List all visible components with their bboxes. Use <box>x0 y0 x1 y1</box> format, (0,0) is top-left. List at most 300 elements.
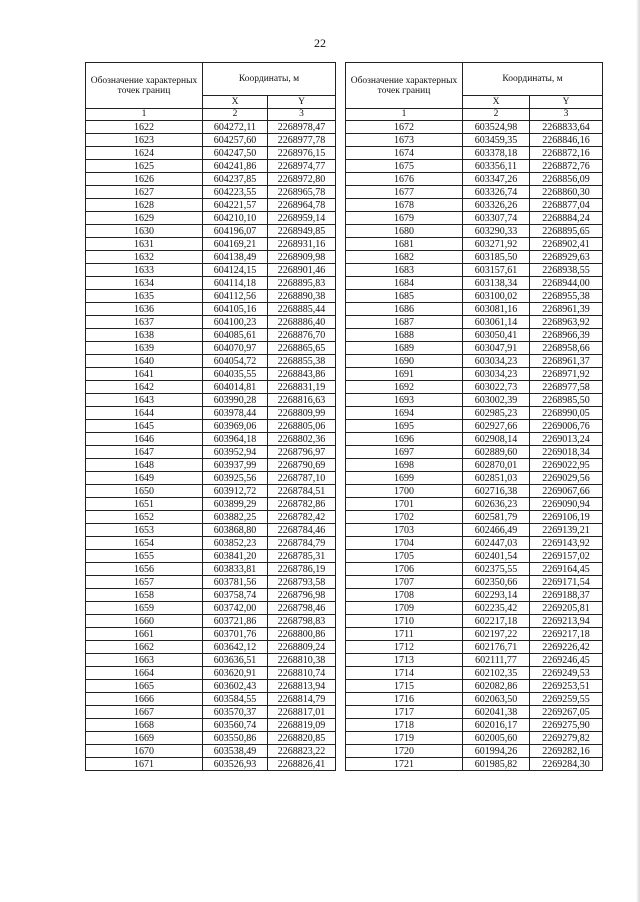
x-coordinate-cell: 602985,23 <box>463 407 530 420</box>
table-row <box>346 732 603 745</box>
coordinates-header: Координаты, м <box>203 63 336 96</box>
table-row <box>86 446 336 459</box>
point-id-cell: 1678 <box>346 199 463 212</box>
y-coordinate-cell: 2268931,16 <box>268 238 336 251</box>
x-coordinate-cell: 604138,49 <box>203 251 268 264</box>
point-id-cell: 1677 <box>346 186 463 199</box>
table-row <box>346 238 603 251</box>
point-id-cell: 1710 <box>346 615 463 628</box>
point-id-cell: 1711 <box>346 628 463 641</box>
page-number: 22 <box>314 36 326 50</box>
x-coordinate-cell: 604014,81 <box>203 381 268 394</box>
table-row <box>86 563 336 576</box>
y-coordinate-cell: 2268802,36 <box>268 433 336 446</box>
x-coordinate-cell: 603034,23 <box>463 355 530 368</box>
y-coordinate-cell: 2268782,42 <box>268 511 336 524</box>
x-coordinate-cell: 602870,01 <box>463 459 530 472</box>
y-coordinate-cell: 2269022,95 <box>530 459 603 472</box>
x-coordinate-cell: 603990,28 <box>203 394 268 407</box>
x-coordinate-cell: 603868,80 <box>203 524 268 537</box>
y-coordinate-cell: 2268805,06 <box>268 420 336 433</box>
column-number-3: 3 <box>530 109 603 121</box>
x-coordinate-cell: 602851,03 <box>463 472 530 485</box>
x-coordinate-cell: 602176,71 <box>463 641 530 654</box>
point-id-cell: 1649 <box>86 472 203 485</box>
table-row <box>86 433 336 446</box>
coordinates-table-right <box>345 62 603 771</box>
y-coordinate-cell: 2269143,92 <box>530 537 603 550</box>
y-coordinate-cell: 2268800,86 <box>268 628 336 641</box>
y-coordinate-cell: 2268809,99 <box>268 407 336 420</box>
table-row <box>86 212 336 225</box>
point-id-cell: 1697 <box>346 446 463 459</box>
table-row <box>346 537 603 550</box>
x-coordinate-cell: 604241,86 <box>203 160 268 173</box>
y-coordinate-cell: 2268955,38 <box>530 290 603 303</box>
table-row <box>86 394 336 407</box>
y-coordinate-cell: 2268872,76 <box>530 160 603 173</box>
point-id-cell: 1703 <box>346 524 463 537</box>
point-id-cell: 1691 <box>346 368 463 381</box>
table-row <box>346 368 603 381</box>
table-row <box>86 238 336 251</box>
x-coordinate-cell: 604114,18 <box>203 277 268 290</box>
point-id-cell: 1658 <box>86 589 203 602</box>
x-coordinate-cell: 603882,25 <box>203 511 268 524</box>
point-id-cell: 1641 <box>86 368 203 381</box>
y-coordinate-cell: 2268961,37 <box>530 355 603 368</box>
y-coordinate-cell: 2268798,46 <box>268 602 336 615</box>
table-row <box>86 160 336 173</box>
x-coordinate-cell: 603721,86 <box>203 615 268 628</box>
x-coordinate-cell: 603047,91 <box>463 342 530 355</box>
point-id-cell: 1633 <box>86 264 203 277</box>
point-id-cell: 1712 <box>346 641 463 654</box>
x-coordinate-cell: 604257,60 <box>203 134 268 147</box>
point-id-cell: 1665 <box>86 680 203 693</box>
point-id-cell: 1715 <box>346 680 463 693</box>
table-row <box>346 407 603 420</box>
point-id-cell: 1718 <box>346 719 463 732</box>
x-coordinate-cell: 603620,91 <box>203 667 268 680</box>
point-id-cell: 1650 <box>86 485 203 498</box>
column-number-1: 1 <box>86 109 203 121</box>
table-row <box>346 134 603 147</box>
y-header: Y <box>268 96 336 109</box>
table-row <box>86 290 336 303</box>
point-id-cell: 1643 <box>86 394 203 407</box>
y-coordinate-cell: 2268977,58 <box>530 381 603 394</box>
y-coordinate-cell: 2269205,81 <box>530 602 603 615</box>
y-coordinate-cell: 2268901,46 <box>268 264 336 277</box>
y-coordinate-cell: 2268860,30 <box>530 186 603 199</box>
x-coordinate-cell: 602235,42 <box>463 602 530 615</box>
table-row <box>346 511 603 524</box>
point-id-cell: 1634 <box>86 277 203 290</box>
point-id-cell: 1716 <box>346 693 463 706</box>
point-id-cell: 1706 <box>346 563 463 576</box>
y-coordinate-cell: 2268974,77 <box>268 160 336 173</box>
table-row <box>86 537 336 550</box>
x-coordinate-cell: 604105,16 <box>203 303 268 316</box>
x-coordinate-cell: 603347,26 <box>463 173 530 186</box>
table-row <box>346 420 603 433</box>
point-id-cell: 1664 <box>86 667 203 680</box>
y-coordinate-cell: 2269067,66 <box>530 485 603 498</box>
y-coordinate-cell: 2268816,63 <box>268 394 336 407</box>
table-row <box>86 589 336 602</box>
y-coordinate-cell: 2268784,51 <box>268 485 336 498</box>
table-row <box>346 225 603 238</box>
coordinates-table-left <box>85 62 336 771</box>
point-id-cell: 1622 <box>86 121 203 134</box>
table-row <box>346 433 603 446</box>
x-coordinate-cell: 603841,20 <box>203 550 268 563</box>
x-coordinate-cell: 604247,50 <box>203 147 268 160</box>
table-row <box>86 420 336 433</box>
point-id-cell: 1661 <box>86 628 203 641</box>
y-coordinate-cell: 2269213,94 <box>530 615 603 628</box>
x-coordinate-cell: 603642,12 <box>203 641 268 654</box>
x-coordinate-cell: 602447,03 <box>463 537 530 550</box>
point-id-cell: 1654 <box>86 537 203 550</box>
x-coordinate-cell: 603584,55 <box>203 693 268 706</box>
table-row <box>86 485 336 498</box>
x-coordinate-cell: 602889,60 <box>463 446 530 459</box>
point-id-cell: 1648 <box>86 459 203 472</box>
x-coordinate-cell: 603100,02 <box>463 290 530 303</box>
x-coordinate-cell: 601985,82 <box>463 758 530 771</box>
x-coordinate-cell: 604210,10 <box>203 212 268 225</box>
point-id-cell: 1657 <box>86 576 203 589</box>
y-coordinate-cell: 2268798,83 <box>268 615 336 628</box>
y-coordinate-cell: 2269259,55 <box>530 693 603 706</box>
point-id-cell: 1667 <box>86 706 203 719</box>
x-coordinate-cell: 602466,49 <box>463 524 530 537</box>
table-row <box>346 680 603 693</box>
x-coordinate-cell: 602005,60 <box>463 732 530 745</box>
point-id-cell: 1701 <box>346 498 463 511</box>
y-coordinate-cell: 2268843,86 <box>268 368 336 381</box>
x-coordinate-cell: 603912,72 <box>203 485 268 498</box>
y-coordinate-cell: 2269279,82 <box>530 732 603 745</box>
y-coordinate-cell: 2268949,85 <box>268 225 336 238</box>
x-coordinate-cell: 603560,74 <box>203 719 268 732</box>
y-coordinate-cell: 2268965,78 <box>268 186 336 199</box>
x-coordinate-cell: 603185,50 <box>463 251 530 264</box>
table-row <box>86 667 336 680</box>
table-row <box>86 225 336 238</box>
point-id-cell: 1625 <box>86 160 203 173</box>
table-row <box>346 160 603 173</box>
x-coordinate-cell: 604196,07 <box>203 225 268 238</box>
x-coordinate-cell: 603602,43 <box>203 680 268 693</box>
table-row <box>86 459 336 472</box>
point-id-cell: 1713 <box>346 654 463 667</box>
x-coordinate-cell: 603758,74 <box>203 589 268 602</box>
table-row <box>346 654 603 667</box>
y-coordinate-cell: 2268963,92 <box>530 316 603 329</box>
table-row <box>346 589 603 602</box>
y-coordinate-cell: 2268944,00 <box>530 277 603 290</box>
x-coordinate-cell: 603701,76 <box>203 628 268 641</box>
x-coordinate-cell: 602375,55 <box>463 563 530 576</box>
y-coordinate-cell: 2268876,70 <box>268 329 336 342</box>
point-id-cell: 1689 <box>346 342 463 355</box>
x-coordinate-cell: 603852,23 <box>203 537 268 550</box>
x-coordinate-cell: 603969,06 <box>203 420 268 433</box>
table-row <box>346 719 603 732</box>
x-coordinate-cell: 603356,11 <box>463 160 530 173</box>
table-row <box>86 303 336 316</box>
table-row <box>346 329 603 342</box>
y-coordinate-cell: 2268820,85 <box>268 732 336 745</box>
table-row <box>86 355 336 368</box>
x-coordinate-cell: 603978,44 <box>203 407 268 420</box>
coordinates-header: Координаты, м <box>463 63 603 96</box>
y-coordinate-cell: 2269164,45 <box>530 563 603 576</box>
y-coordinate-cell: 2268787,10 <box>268 472 336 485</box>
y-coordinate-cell: 2268976,15 <box>268 147 336 160</box>
point-id-cell: 1704 <box>346 537 463 550</box>
table-row <box>346 264 603 277</box>
table-row <box>86 719 336 732</box>
table-row <box>346 459 603 472</box>
y-coordinate-cell: 2268971,92 <box>530 368 603 381</box>
x-coordinate-cell: 604237,85 <box>203 173 268 186</box>
x-coordinate-cell: 603964,18 <box>203 433 268 446</box>
table-row <box>346 563 603 576</box>
y-coordinate-cell: 2268831,19 <box>268 381 336 394</box>
point-id-cell: 1700 <box>346 485 463 498</box>
x-coordinate-cell: 603290,33 <box>463 225 530 238</box>
point-id-cell: 1674 <box>346 147 463 160</box>
point-id-cell: 1684 <box>346 277 463 290</box>
x-coordinate-cell: 603138,34 <box>463 277 530 290</box>
point-id-cell: 1645 <box>86 420 203 433</box>
table-row <box>346 498 603 511</box>
table-row <box>346 316 603 329</box>
point-id-cell: 1709 <box>346 602 463 615</box>
point-id-cell: 1623 <box>86 134 203 147</box>
x-coordinate-cell: 604035,55 <box>203 368 268 381</box>
x-coordinate-cell: 603550,86 <box>203 732 268 745</box>
y-coordinate-cell: 2268833,64 <box>530 121 603 134</box>
y-coordinate-cell: 2269253,51 <box>530 680 603 693</box>
table-row <box>346 199 603 212</box>
y-coordinate-cell: 2269246,45 <box>530 654 603 667</box>
table-row <box>346 758 603 771</box>
x-coordinate-cell: 603538,49 <box>203 745 268 758</box>
table-row <box>346 485 603 498</box>
y-coordinate-cell: 2268959,14 <box>268 212 336 225</box>
y-coordinate-cell: 2268886,40 <box>268 316 336 329</box>
table-row <box>86 342 336 355</box>
point-id-cell: 1681 <box>346 238 463 251</box>
x-coordinate-cell: 602581,79 <box>463 511 530 524</box>
y-coordinate-cell: 2269267,05 <box>530 706 603 719</box>
point-id-cell: 1708 <box>346 589 463 602</box>
point-id-cell: 1653 <box>86 524 203 537</box>
point-id-cell: 1640 <box>86 355 203 368</box>
x-coordinate-cell: 604112,56 <box>203 290 268 303</box>
column-number-2: 2 <box>203 109 268 121</box>
y-header: Y <box>530 96 603 109</box>
table-row <box>86 680 336 693</box>
point-id-cell: 1685 <box>346 290 463 303</box>
point-id-cell: 1628 <box>86 199 203 212</box>
table-row <box>346 615 603 628</box>
x-coordinate-cell: 603742,00 <box>203 602 268 615</box>
table-row <box>346 251 603 264</box>
point-id-cell: 1639 <box>86 342 203 355</box>
table-row <box>346 212 603 225</box>
left-table-body <box>86 121 336 771</box>
x-coordinate-cell: 602197,22 <box>463 628 530 641</box>
point-id-cell: 1686 <box>346 303 463 316</box>
table-row <box>86 329 336 342</box>
point-id-cell: 1656 <box>86 563 203 576</box>
y-coordinate-cell: 2268972,80 <box>268 173 336 186</box>
table-row <box>86 550 336 563</box>
y-coordinate-cell: 2268813,94 <box>268 680 336 693</box>
y-coordinate-cell: 2269106,19 <box>530 511 603 524</box>
x-coordinate-cell: 602102,35 <box>463 667 530 680</box>
table-row <box>346 576 603 589</box>
y-coordinate-cell: 2268902,41 <box>530 238 603 251</box>
table-row <box>346 667 603 680</box>
table-row <box>346 173 603 186</box>
table-row <box>86 615 336 628</box>
y-coordinate-cell: 2268846,16 <box>530 134 603 147</box>
point-id-cell: 1666 <box>86 693 203 706</box>
y-coordinate-cell: 2268826,41 <box>268 758 336 771</box>
x-coordinate-cell: 603022,73 <box>463 381 530 394</box>
table-row <box>346 394 603 407</box>
table-row <box>86 511 336 524</box>
y-coordinate-cell: 2268884,24 <box>530 212 603 225</box>
table-row <box>346 693 603 706</box>
table-row <box>346 745 603 758</box>
x-coordinate-cell: 604272,11 <box>203 121 268 134</box>
column-number-3: 3 <box>268 109 336 121</box>
x-coordinate-cell: 603833,81 <box>203 563 268 576</box>
y-coordinate-cell: 2269275,90 <box>530 719 603 732</box>
table-row <box>86 524 336 537</box>
y-coordinate-cell: 2269090,94 <box>530 498 603 511</box>
y-coordinate-cell: 2268909,98 <box>268 251 336 264</box>
table-row <box>86 602 336 615</box>
table-row <box>86 654 336 667</box>
y-coordinate-cell: 2268784,46 <box>268 524 336 537</box>
y-coordinate-cell: 2268796,97 <box>268 446 336 459</box>
x-coordinate-cell: 603781,56 <box>203 576 268 589</box>
x-coordinate-cell: 604223,55 <box>203 186 268 199</box>
x-coordinate-cell: 603002,39 <box>463 394 530 407</box>
table-row <box>346 524 603 537</box>
y-coordinate-cell: 2269018,34 <box>530 446 603 459</box>
point-id-cell: 1682 <box>346 251 463 264</box>
table-row <box>86 199 336 212</box>
point-id-cell: 1671 <box>86 758 203 771</box>
y-coordinate-cell: 2268810,74 <box>268 667 336 680</box>
y-coordinate-cell: 2268809,24 <box>268 641 336 654</box>
x-coordinate-cell: 604124,15 <box>203 264 268 277</box>
table-row <box>86 173 336 186</box>
table-row <box>346 290 603 303</box>
y-coordinate-cell: 2268958,66 <box>530 342 603 355</box>
point-id-cell: 1638 <box>86 329 203 342</box>
y-coordinate-cell: 2268872,16 <box>530 147 603 160</box>
point-id-cell: 1690 <box>346 355 463 368</box>
column-number-2: 2 <box>463 109 530 121</box>
table-row <box>346 641 603 654</box>
point-id-cell: 1663 <box>86 654 203 667</box>
designation-header: Обозначение характерных точек границ <box>346 63 463 109</box>
y-coordinate-cell: 2268977,78 <box>268 134 336 147</box>
x-coordinate-cell: 602908,14 <box>463 433 530 446</box>
y-coordinate-cell: 2268964,78 <box>268 199 336 212</box>
point-id-cell: 1626 <box>86 173 203 186</box>
y-coordinate-cell: 2269006,76 <box>530 420 603 433</box>
table-row <box>346 446 603 459</box>
y-coordinate-cell: 2268890,38 <box>268 290 336 303</box>
y-coordinate-cell: 2268990,05 <box>530 407 603 420</box>
point-id-cell: 1644 <box>86 407 203 420</box>
table-row <box>346 472 603 485</box>
y-coordinate-cell: 2268929,63 <box>530 251 603 264</box>
right-table-body <box>346 121 603 771</box>
point-id-cell: 1676 <box>346 173 463 186</box>
x-coordinate-cell: 604070,97 <box>203 342 268 355</box>
y-coordinate-cell: 2268817,01 <box>268 706 336 719</box>
table-row <box>346 355 603 368</box>
point-id-cell: 1624 <box>86 147 203 160</box>
x-coordinate-cell: 603326,26 <box>463 199 530 212</box>
table-row <box>86 498 336 511</box>
y-coordinate-cell: 2269157,02 <box>530 550 603 563</box>
point-id-cell: 1659 <box>86 602 203 615</box>
x-header: X <box>203 96 268 109</box>
y-coordinate-cell: 2268819,09 <box>268 719 336 732</box>
y-coordinate-cell: 2269013,24 <box>530 433 603 446</box>
point-id-cell: 1630 <box>86 225 203 238</box>
y-coordinate-cell: 2268796,98 <box>268 589 336 602</box>
table-row <box>346 277 603 290</box>
point-id-cell: 1631 <box>86 238 203 251</box>
table-row <box>86 745 336 758</box>
table-row <box>86 576 336 589</box>
x-coordinate-cell: 603378,18 <box>463 147 530 160</box>
point-id-cell: 1675 <box>346 160 463 173</box>
point-id-cell: 1721 <box>346 758 463 771</box>
table-row <box>346 602 603 615</box>
x-coordinate-cell: 603925,56 <box>203 472 268 485</box>
x-coordinate-cell: 602063,50 <box>463 693 530 706</box>
scan-edge-shadow <box>636 0 640 902</box>
x-coordinate-cell: 602716,38 <box>463 485 530 498</box>
point-id-cell: 1655 <box>86 550 203 563</box>
y-coordinate-cell: 2268810,38 <box>268 654 336 667</box>
x-coordinate-cell: 602082,86 <box>463 680 530 693</box>
point-id-cell: 1705 <box>346 550 463 563</box>
y-coordinate-cell: 2269188,37 <box>530 589 603 602</box>
point-id-cell: 1669 <box>86 732 203 745</box>
y-coordinate-cell: 2268823,22 <box>268 745 336 758</box>
table-row <box>86 732 336 745</box>
point-id-cell: 1670 <box>86 745 203 758</box>
point-id-cell: 1680 <box>346 225 463 238</box>
